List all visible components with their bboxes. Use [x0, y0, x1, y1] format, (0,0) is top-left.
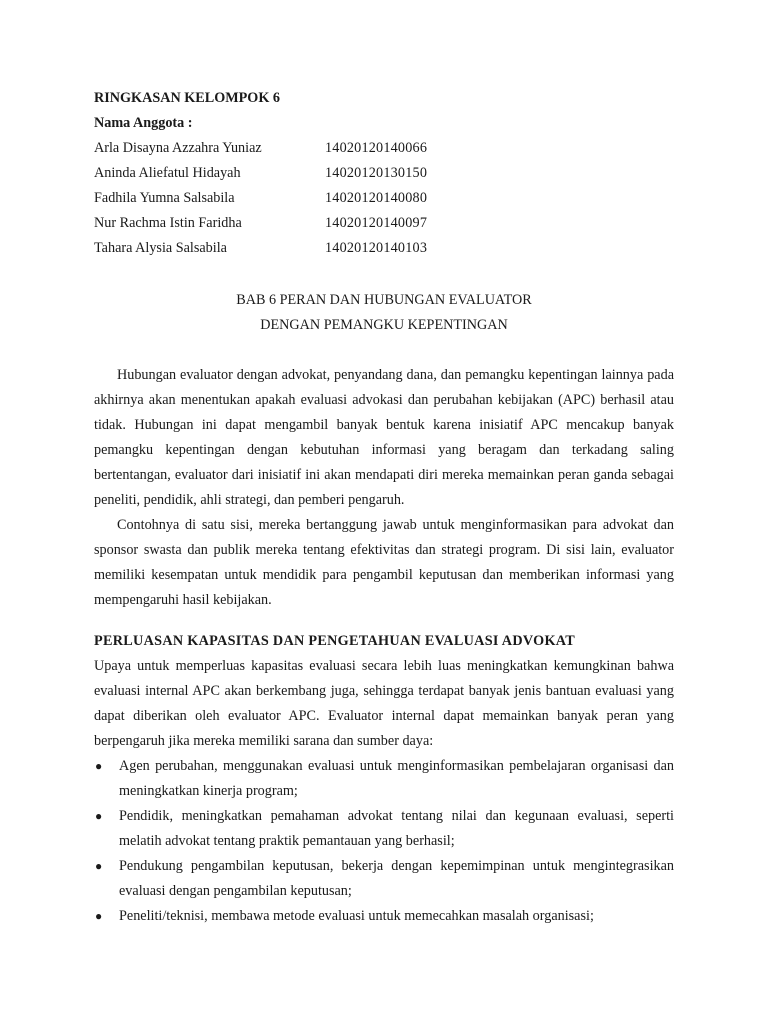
member-name: Tahara Alysia Salsabila [94, 240, 227, 256]
member-name: Arla Disayna Azzahra Yuniaz [94, 140, 262, 156]
member-row [94, 236, 674, 261]
member-row [94, 136, 674, 161]
member-row [94, 186, 674, 211]
bullet-icon: ● [95, 909, 103, 923]
bullet-text: Pendukung pengambilan keputusan, bekerja dengan kepemimpinan untuk mengintegrasikan evaluasi dengan pengambilan keputusan; [119, 858, 674, 899]
paragraph: Hubungan evaluator dengan advokat, penyandang dana, dan pemangku kepentingan lainnya pada akhirnya akan menentukan apakah evaluasi advokasi dan perubahan kebijakan (APC) berhasil atau tidak. Hubungan ini dapat mengambil banyak bentuk karena inisiatif APC mencakup banyak pemangku kepentingan dengan kebutuhan informasi yang beragam dan terkadang saling bertentangan, evaluator dari inisiatif ini akan mendapati diri mereka memainkan peran ganda sebagai peneliti, pendidik, ahli strategi, dan pemberi pengaruh. [94, 367, 674, 508]
bullet-item [94, 854, 674, 904]
bullet-icon: ● [95, 859, 103, 873]
member-nim: 14020120140103 [325, 240, 428, 256]
member-name: Nur Rachma Istin Faridha [94, 215, 242, 231]
member-nim: 14020120140097 [325, 215, 428, 231]
bullet-icon: ● [95, 759, 103, 773]
member-list [94, 136, 674, 261]
section-intro: Upaya untuk memperluas kapasitas evaluasi secara lebih luas meningkatkan kemungkinan bahwa evaluasi internal APC akan berkembang juga, sehingga terdapat banyak jenis bantuan evaluasi yang dapat diberikan oleh evaluator APC. Evaluator internal dapat memainkan banyak peran yang berpengaruh jika mereka memiliki sarana dan sumber daya: [94, 658, 674, 749]
bullet-text: Peneliti/teknisi, membawa metode evaluasi untuk memecahkan masalah organisasi; [119, 908, 594, 924]
bullet-item [94, 904, 674, 929]
bullet-text: Pendidik, meningkatkan pemahaman advokat tentang nilai dan kegunaan evaluasi, seperti melatih advokat tentang praktik pemantauan yang berhasil; [119, 808, 674, 849]
bullet-item [94, 804, 674, 854]
chapter-title [94, 288, 674, 338]
members-label: Nama Anggota : [94, 115, 193, 131]
bullet-list [94, 754, 674, 929]
chapter-title-line-1: BAB 6 PERAN DAN HUBUNGAN EVALUATOR [236, 292, 532, 308]
bullet-icon: ● [95, 809, 103, 823]
member-row [94, 211, 674, 236]
member-nim: 14020120140080 [325, 190, 428, 206]
chapter-title-line-2: DENGAN PEMANGKU KEPENTINGAN [260, 317, 508, 333]
paragraph: Contohnya di satu sisi, mereka bertanggung jawab untuk menginformasikan para advokat dan sponsor swasta dan publik mereka tentang efektivitas dan strategi program. Di sisi lain, evaluator memiliki kesempatan untuk mendidik para pengambil keputusan dan memberikan informasi yang mempengaruhi hasil kebijakan. [94, 517, 674, 608]
member-name: Aninda Aliefatul Hidayah [94, 165, 241, 181]
body-paragraphs [94, 363, 674, 613]
member-nim: 14020120130150 [325, 165, 428, 181]
section-title: PERLUASAN KAPASITAS DAN PENGETAHUAN EVALUASI ADVOKAT [94, 633, 576, 649]
member-name: Fadhila Yumna Salsabila [94, 190, 235, 206]
member-nim: 14020120140066 [325, 140, 428, 156]
bullet-item [94, 754, 674, 804]
group-title: RINGKASAN KELOMPOK 6 [94, 90, 281, 106]
member-row [94, 161, 674, 186]
bullet-text: Agen perubahan, menggunakan evaluasi untuk menginformasikan pembelajaran organisasi dan meningkatkan kinerja program; [119, 758, 674, 799]
